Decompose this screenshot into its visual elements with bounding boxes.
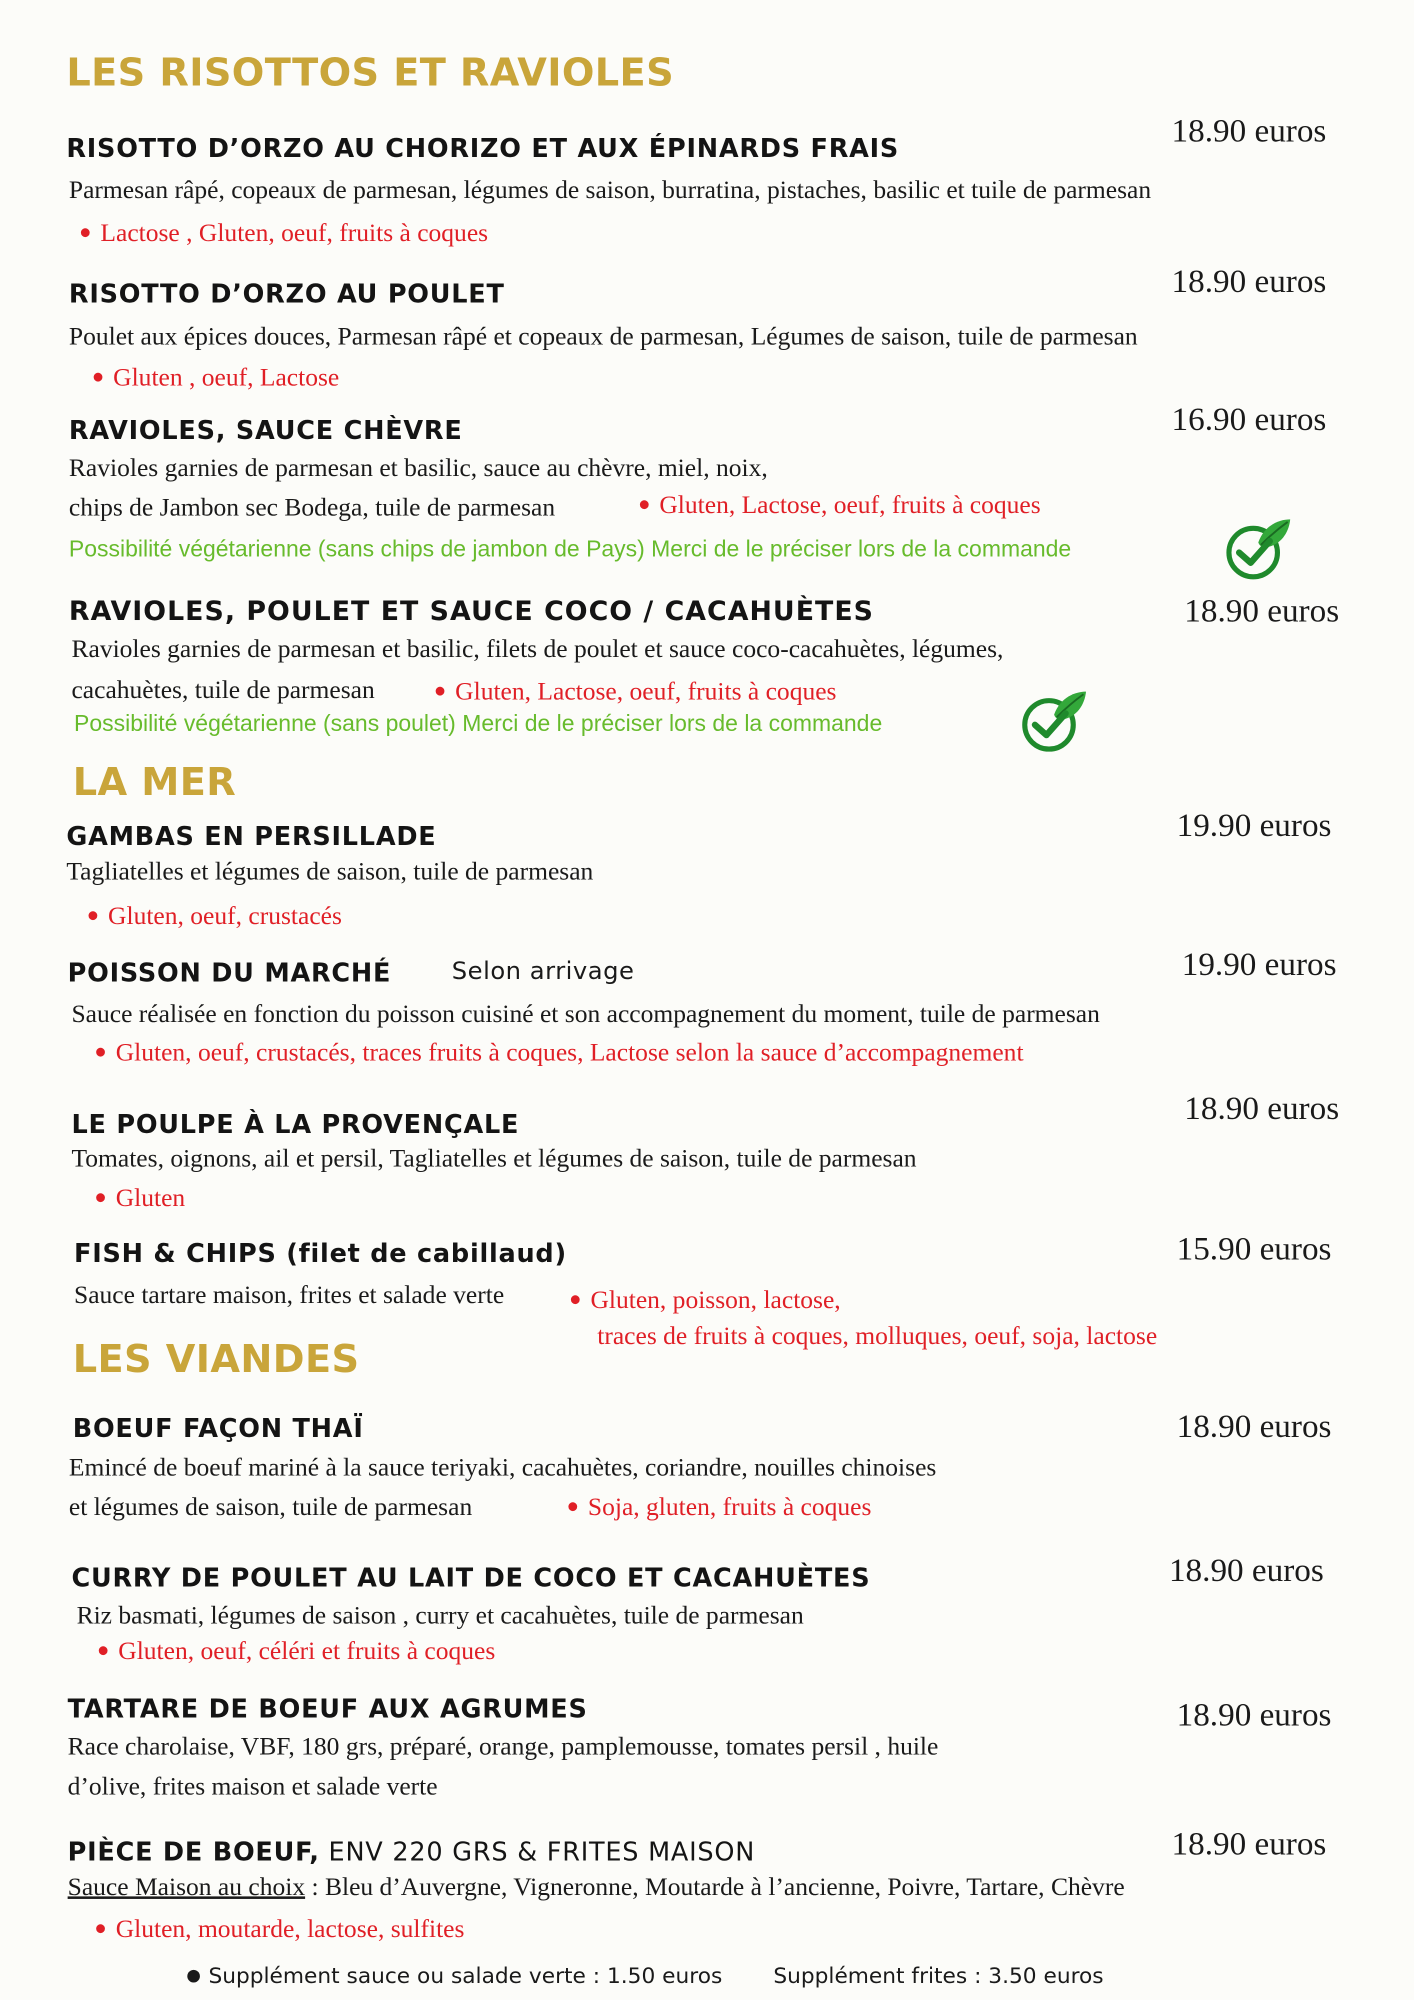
dish-description: Tomates, oignons, ail et persil, Tagliatelles et légumes de saison, tuile de parmesan [71,1144,917,1173]
dish-name: RAVIOLES, SAUCE CHÈVRE [68,414,463,446]
allergen-list [567,1493,872,1522]
dish-price: 19.90 euros [1176,806,1332,844]
allergen-text: Gluten, Lactose, oeuf, fruits à coques [659,491,1041,520]
allergen-list [92,364,339,393]
allergen-text: Gluten, oeuf, céléri et fruits à coques [118,1637,496,1666]
leaf-check-icon [1017,685,1088,756]
dish-description: Ravioles garnies de parmesan et basilic, filets de poulet et sauce coco-cacahuètes, légumes, [71,635,1004,664]
dish-price: 18.90 euros [1171,112,1327,150]
dish-name: GAMBAS EN PERSILLADE [66,820,437,852]
dish-name: CURRY DE POULET AU LAIT DE COCO ET CACAHUÈTES [71,1562,871,1593]
allergen-list [94,1039,1023,1068]
bullet-icon: ● [186,1966,201,1986]
dish-name [68,1836,755,1867]
dish-price: 16.90 euros [1171,400,1327,438]
supplement-text: Supplément sauce ou salade verte : 1.50 euros [208,1964,723,1990]
dish-description: Race charolaise, VBF, 180 grs, préparé, orange, pamplemousse, tomates persil , huile [67,1733,939,1762]
allergen-text: traces de fruits à coques, molluques, oeuf, soja, lactose [597,1322,1158,1351]
vegetarian-note: Possibilité végétarienne (sans poulet) Merci de le préciser lors de la commande [74,710,883,737]
allergen-text: Gluten, moutarde, lactose, sulfites [115,1915,465,1944]
leaf-check-icon [1221,513,1292,584]
bullet-icon: ● [91,366,105,388]
allergen-list [638,491,1041,520]
allergen-text: Gluten , oeuf, Lactose [113,363,340,392]
allergen-list [79,220,488,249]
supplement-frites: Supplément frites : 3.50 euros [773,1964,1104,1990]
bullet-icon: ● [566,1495,579,1518]
dish-name-part: ENV 220 GRS & FRITES MAISON [319,1836,756,1868]
allergen-list [94,1916,464,1945]
allergen-text: Lactose , Gluten, oeuf, fruits à coques [100,219,489,248]
dish-price: 18.90 euros [1176,1696,1332,1734]
sauce-label: Sauce Maison au choix [67,1873,306,1902]
allergen-text: Gluten, Lactose, oeuf, fruits à coques [455,677,837,706]
dish-description: Sauce tartare maison, frites et salade verte [74,1281,505,1310]
dish-name: BOEUF FAÇON THAÏ [72,1412,364,1444]
allergen-list [94,1184,185,1213]
dish-price: 19.90 euros [1181,945,1337,983]
dish-description: Riz basmati, légumes de saison , curry et cacahuètes, tuile de parmesan [76,1601,804,1630]
dish-name-part: PIÈCE DE BOEUF, [67,1836,320,1868]
dish-description: Parmesan râpé, copeaux de parmesan, légumes de saison, burratina, pistaches, basilic et tuile de parmesan [68,176,1152,205]
allergen-text: Gluten, oeuf, crustacés [108,902,342,931]
bullet-icon: ● [94,1186,107,1209]
dish-name: RISOTTO D’ORZO AU CHORIZO ET AUX ÉPINARDS FRAIS [66,132,900,164]
dish-name: RISOTTO D’ORZO AU POULET [68,278,505,309]
dish-name: TARTARE DE BOEUF AUX AGRUMES [67,1693,588,1725]
dish-name: RAVIOLES, POULET ET SAUCE COCO / CACAHUÈTES [68,595,874,627]
dish-name: FISH & CHIPS (filet de cabillaud) [74,1237,567,1269]
dish-description: et légumes de saison, tuile de parmesan [68,1493,473,1522]
dish-description: d’olive, frites maison et salade verte [67,1772,438,1801]
sauce-list: : Bleu d’Auvergne, Vigneronne, Moutarde à l’ancienne, Poivre, Tartare, Chèvre [305,1873,1125,1902]
allergen-list [87,902,342,931]
bullet-icon: ● [433,680,447,702]
sauce-options [68,1873,1125,1902]
allergen-text: Gluten [115,1184,186,1213]
availability-note: Selon arrivage [451,957,635,986]
bullet-icon: ● [96,1639,110,1662]
bullet-icon: ● [86,904,100,927]
allergen-list [97,1637,495,1666]
dish-description: Sauce réalisée en fonction du poisson cuisiné et son accompagnement du moment, tuile de parmesan [71,1000,1100,1029]
bullet-icon: ● [94,1918,107,1940]
dish-description: Poulet aux épices douces, Parmesan râpé et copeaux de parmesan, Légumes de saison, tuile de parmesan [68,322,1138,351]
dish-description: Ravioles garnies de parmesan et basilic, sauce au chèvre, miel, noix, [68,454,768,483]
dish-name: LE POULPE À LA PROVENÇALE [71,1108,520,1140]
allergen-text: Soja, gluten, fruits à coques [587,1493,872,1522]
bullet-icon: ● [569,1288,582,1311]
dish-price: 18.90 euros [1171,262,1327,300]
dish-description: Tagliatelles et légumes de saison, tuile de parmesan [66,857,594,886]
bullet-icon: ● [638,493,651,516]
dish-price: 18.90 euros [1184,1089,1340,1127]
bullet-icon: ● [79,222,92,244]
dish-name: POISSON DU MARCHÉ [67,957,392,988]
allergen-list [569,1286,841,1315]
dish-description: chips de Jambon sec Bodega, tuile de parmesan [68,493,556,522]
dish-price: 18.90 euros [1168,1551,1324,1589]
dish-price: 18.90 euros [1171,1824,1327,1862]
dish-price: 18.90 euros [1184,592,1340,630]
section-title-risottos: LES RISOTTOS ET RAVIOLES [66,51,675,96]
bullet-icon: ● [94,1041,107,1064]
dish-price: 18.90 euros [1176,1407,1332,1445]
supplement-sauce [186,1964,722,1990]
allergen-text: Gluten, oeuf, crustacés, traces fruits à coques, Lactose selon la sauce d’accompagnement [115,1038,1024,1067]
allergen-text: Gluten, poisson, lactose, [590,1286,841,1315]
section-title-viandes: LES VIANDES [72,1337,360,1383]
vegetarian-note: Possibilité végétarienne (sans chips de jambon de Pays) Merci de le préciser lors de la commande [68,535,1072,562]
section-title-mer: LA MER [72,760,237,806]
allergen-list [434,678,837,707]
dish-description: Emincé de boeuf mariné à la sauce teriyaki, cacahuètes, coriandre, nouilles chinoises [68,1453,937,1482]
dish-price: 15.90 euros [1176,1230,1332,1268]
dish-description: cacahuètes, tuile de parmesan [71,676,375,705]
